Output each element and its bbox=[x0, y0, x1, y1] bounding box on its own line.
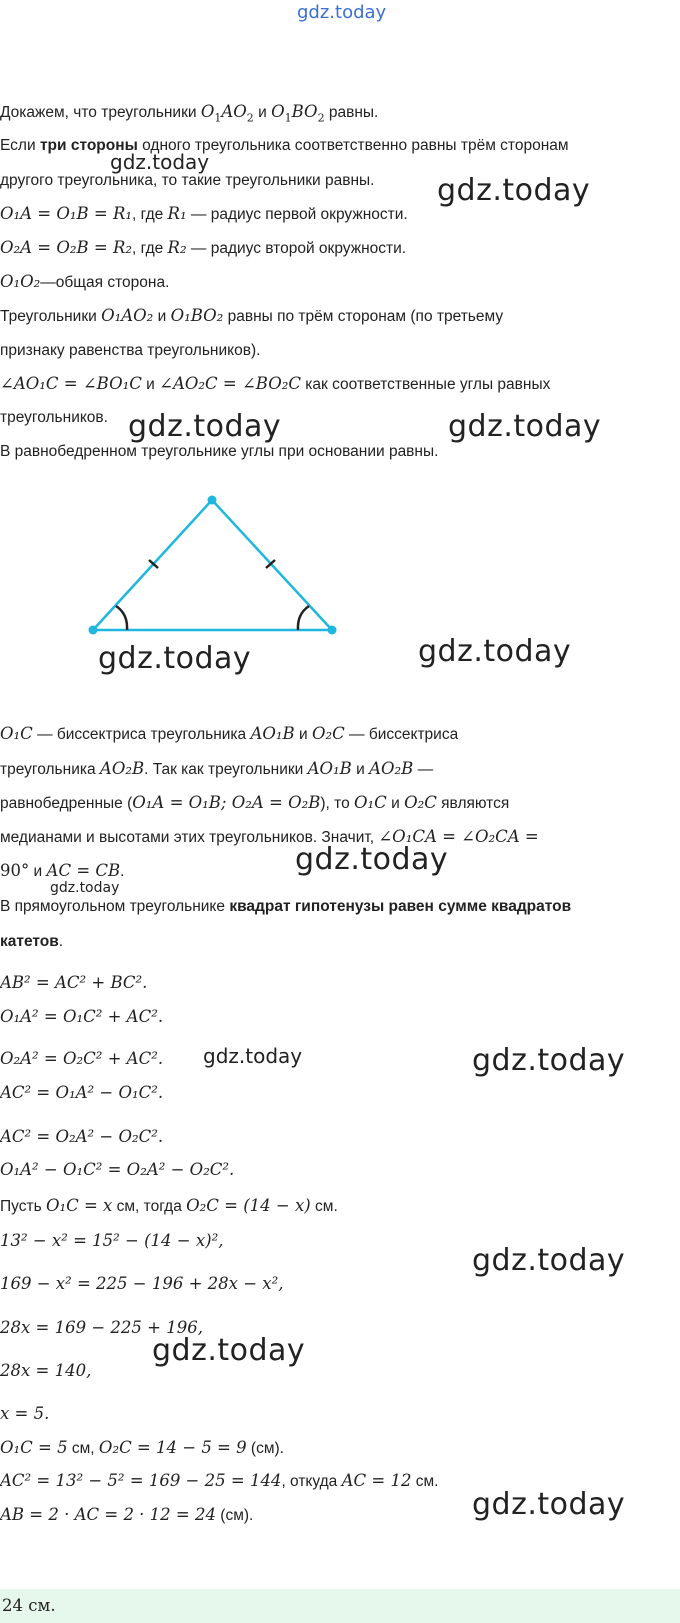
text-line-13: треугольника AO₂B. Так как треугольники AO₁B и AO₂B — bbox=[0, 759, 434, 778]
equation-8: 169 − x² = 225 − 196 + 28x − x², bbox=[0, 1274, 284, 1293]
text-line-let: Пусть O₁C = x см, тогда O₂C = (14 − x) см. bbox=[0, 1196, 338, 1215]
text-line-15: медианами и высотами этих треугольников. Значит, ∠O₁CA = ∠O₂CA = bbox=[0, 827, 539, 846]
text-line-1: Докажем, что треугольники $O_1AO_2$ и $O_1BO_2$ равны. bbox=[0, 102, 379, 125]
watermark: gdz.today bbox=[448, 409, 602, 444]
text-line-14: равнобедренные (O₁A = O₁B; O₂A = O₂B), то O₁C и O₂C являются bbox=[0, 793, 510, 812]
text-line-7: Треугольники O₁AO₂ и O₁BO₂ равны по трём сторонам (по третьему bbox=[0, 306, 504, 325]
equation-10: 28x = 140, bbox=[0, 1361, 92, 1380]
equation-11: x = 5. bbox=[0, 1404, 50, 1423]
watermark: gdz.today bbox=[472, 1243, 626, 1278]
watermark: gdz.today bbox=[152, 1333, 306, 1368]
equation-2: O₁A² = O₁C² + AC². bbox=[0, 1007, 164, 1026]
equation-5: AC² = O₂A² − O₂C². bbox=[0, 1127, 164, 1146]
text-line-result-1: O₁C = 5 см, O₂C = 14 − 5 = 9 (см). bbox=[0, 1438, 284, 1457]
text-line-18: катетов. bbox=[0, 933, 64, 950]
text-line-9: ∠AO₁C = ∠BO₁C и ∠AO₂C = ∠BO₂C как соответственные углы равных bbox=[0, 374, 551, 393]
equation-3: O₂A² = O₂C² + AC². bbox=[0, 1049, 164, 1068]
text-line-3: другого треугольника, то такие треугольники равны. bbox=[0, 172, 375, 189]
vertex-right bbox=[328, 626, 337, 635]
triangle-left-side bbox=[93, 500, 212, 630]
triangle-right-side bbox=[212, 500, 332, 630]
site-logo[interactable]: gdz.today bbox=[297, 2, 387, 23]
answer-value: 24 см. bbox=[2, 1596, 56, 1615]
equation-1: AB² = AC² + BC². bbox=[0, 973, 148, 992]
angle-arc-right bbox=[298, 606, 309, 630]
watermark: gdz.today bbox=[203, 1044, 303, 1068]
vertex-left bbox=[89, 626, 98, 635]
watermark: gdz.today bbox=[418, 634, 572, 669]
watermark: gdz.today bbox=[50, 880, 120, 896]
equation-7: 13² − x² = 15² − (14 − x)², bbox=[0, 1231, 224, 1250]
watermark: gdz.today bbox=[472, 1487, 626, 1522]
math-o1bo2: $O_1BO_2$ bbox=[271, 102, 325, 125]
text-line-8: признаку равенства треугольников). bbox=[0, 342, 261, 359]
watermark: gdz.today bbox=[110, 150, 210, 174]
text-line-12: O₁C — биссектриса треугольника AO₁B и O₂C — биссектриса bbox=[0, 724, 459, 743]
text-line-6: O₁O₂—общая сторона. bbox=[0, 272, 170, 291]
answer-bar bbox=[0, 1589, 680, 1623]
watermark: gdz.today bbox=[128, 409, 282, 444]
watermark: gdz.today bbox=[437, 173, 591, 208]
angle-arc-left bbox=[116, 606, 127, 630]
equation-6: O₁A² − O₁C² = O₂A² − O₂C². bbox=[0, 1160, 235, 1179]
isosceles-triangle-figure bbox=[80, 490, 350, 645]
text-line-result-3: AB = 2 · AC = 2 · 12 = 24 (см). bbox=[0, 1505, 254, 1524]
text-line-4: O₁A = O₁B = R₁, где R₁ — радиус первой окружности. bbox=[0, 204, 408, 223]
text-line-11: В равнобедренном треугольнике углы при основании равны. bbox=[0, 443, 439, 460]
text-line-5: O₂A = O₂B = R₂, где R₂ — радиус второй окружности. bbox=[0, 238, 407, 257]
text-line-17: В прямоугольном треугольнике квадрат гипотенузы равен сумме квадратов bbox=[0, 898, 572, 915]
bold-three-sides: три стороны bbox=[39, 137, 138, 154]
text-line-16: 90° и AC = CB. bbox=[0, 861, 125, 880]
equation-4: AC² = O₁A² − O₁C². bbox=[0, 1083, 164, 1102]
watermark: gdz.today bbox=[472, 1043, 626, 1078]
text-line-10: треугольников. bbox=[0, 409, 108, 426]
text-line-result-2: AC² = 13² − 5² = 169 − 25 = 144, откуда AC = 12 см. bbox=[0, 1471, 439, 1490]
watermark: gdz.today bbox=[98, 641, 252, 676]
watermark: gdz.today bbox=[295, 842, 449, 877]
equation-9: 28x = 169 − 225 + 196, bbox=[0, 1318, 203, 1337]
math-o1ao2: $O_1AO_2$ bbox=[200, 102, 254, 125]
vertex-apex bbox=[208, 496, 217, 505]
text-line-2: Если три стороны одного треугольника соответственно равны трём сторонам bbox=[0, 137, 569, 154]
